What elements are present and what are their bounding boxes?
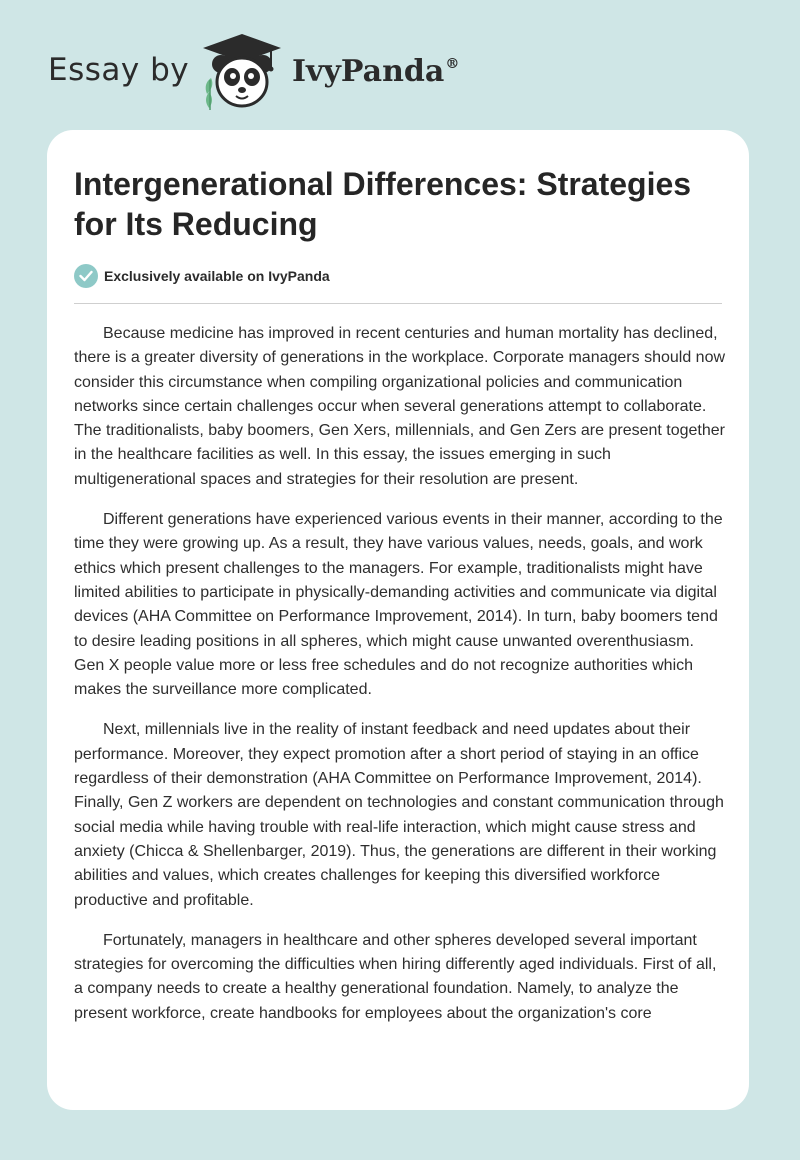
essay-title: Intergenerational Differences: Strategies for Its Reducing — [74, 166, 692, 242]
paragraph-3: Next, millennials live in the reality of instant feedback and need updates about their performance. Moreover, they expect promotion after a short period of staying in an office regardless of their demonstration (AHA Committee on Performance Improvement, 2014). Finally, Gen Z workers are dependent on technologies and constant communication through social media while having trouble with real-life interaction, which might cause stress and anxiety (Chicca & Shellenbarger, 2019). Thus, the generations are different in their working abilities and values, which creates challenges for keeping this diversified workforce productive and profitable. — [74, 721, 724, 909]
registered-mark: ® — [445, 56, 460, 72]
exclusive-label: Exclusively available on IvyPanda — [104, 268, 330, 284]
brand-name-text: IvyPanda — [292, 54, 445, 89]
essay-card — [47, 130, 749, 1110]
brand-name[interactable] — [292, 54, 459, 89]
essay-body — [74, 322, 725, 1042]
check-icon — [74, 264, 98, 288]
paragraph-2: Different generations have experienced various events in their manner, according to the time they were growing up. As a result, they have various values, needs, goals, and work ethics which present challenges to the managers. For example, traditionalists might have limited abilities to participate in physically-demanding activities and communicate via digital devices (AHA Committee on Performance Improvement, 2014). In turn, baby boomers tend to desire leading positions in all spheres, which might cause unwanted overenthusiasm. Gen X people value more or less free schedules and do not recognize authorities which makes the surveillance more complicated. — [74, 511, 723, 699]
paragraph-4: Fortunately, managers in healthcare and other spheres developed several important strategies for overcoming the difficulties when hiring differently aged individuals. First of all, a company needs to create a healthy generational foundation. Namely, to analyze the present workforce, create handbooks for employees about the organization's core — [74, 931, 717, 1022]
site-header — [48, 28, 528, 112]
exclusive-badge — [74, 264, 330, 288]
essay-by-label: Essay by — [48, 52, 190, 88]
paragraph-1: Because medicine has improved in recent centuries and human mortality has declined, there is a greater diversity of generations in the workplace. Corporate managers should now consider this circumstance when compiling organizational policies and communication networks since certain challenges occur when several generations attempt to collaborate. The traditionalists, baby boomers, Gen Xers, millennials, and Gen Zers are present together in the healthcare facilities as well. In this essay, the issues emerging in such multigenerational spaces and strategies for their resolution are present. — [74, 325, 726, 488]
panda-graduate-icon[interactable] — [201, 32, 283, 112]
divider — [74, 303, 722, 304]
